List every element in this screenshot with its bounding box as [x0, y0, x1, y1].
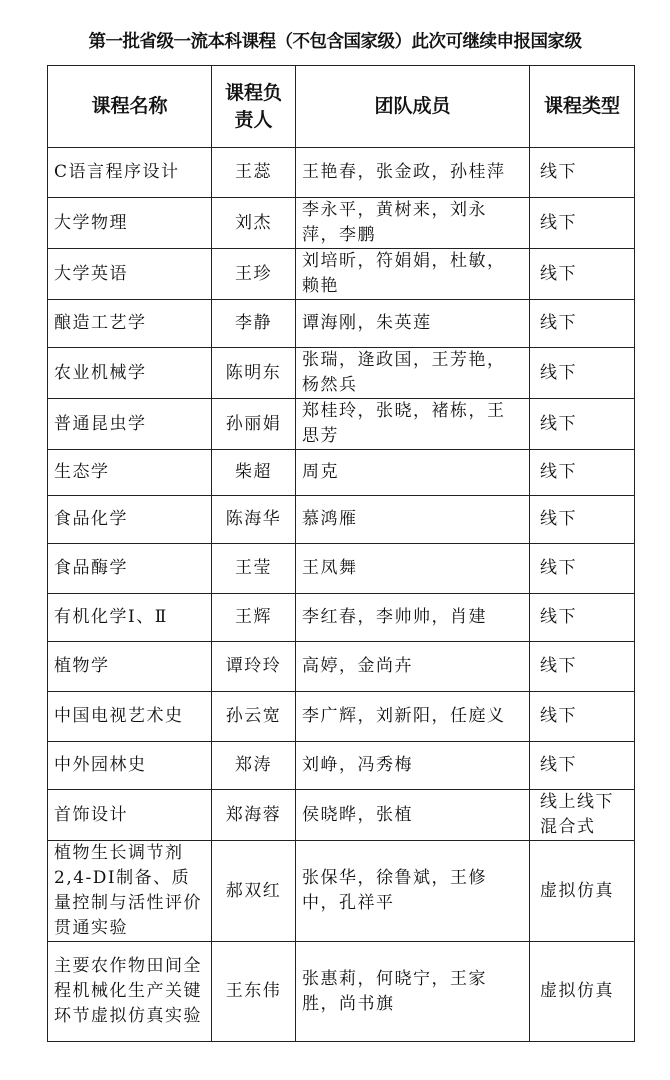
type-cell: 线下 — [530, 450, 635, 496]
leader-cell: 郑海蓉 — [212, 790, 296, 841]
members-cell: 慕鸿雁 — [296, 496, 530, 544]
table-row — [48, 450, 635, 496]
members-cell: 王艳春，张金政，孙桂萍 — [296, 148, 530, 198]
leader-cell: 王蕊 — [212, 148, 296, 198]
type-cell: 线下 — [530, 198, 635, 249]
members-cell: 李广辉，刘新阳，任庭义 — [296, 692, 530, 742]
table-row — [48, 399, 635, 450]
leader-cell: 王辉 — [212, 594, 296, 642]
members-cell: 李红春，李帅帅，肖建 — [296, 594, 530, 642]
table-row — [48, 496, 635, 544]
course-name-cell: 有机化学Ⅰ、Ⅱ — [48, 594, 212, 642]
course-name-cell: 植物生长调节剂2,4-DI制备、质量控制与活性评价贯通实验 — [48, 841, 212, 942]
course-name-cell: 酿造工艺学 — [48, 300, 212, 348]
course-name-cell: 主要农作物田间全程机械化生产关键环节虚拟仿真实验 — [48, 942, 212, 1042]
type-cell: 线下 — [530, 148, 635, 198]
table-row — [48, 841, 635, 942]
members-cell: 张瑞，逄政国，王芳艳，杨然兵 — [296, 348, 530, 399]
type-cell: 线下 — [530, 496, 635, 544]
type-cell: 线下 — [530, 544, 635, 594]
type-cell: 线下 — [530, 742, 635, 790]
course-name-cell: 大学英语 — [48, 249, 212, 300]
course-table — [47, 65, 635, 1042]
header-type: 课程类型 — [530, 66, 635, 148]
leader-cell: 郝双红 — [212, 841, 296, 942]
leader-cell: 陈海华 — [212, 496, 296, 544]
members-cell: 李永平，黄树来，刘永萍，李鹏 — [296, 198, 530, 249]
type-cell: 线下 — [530, 348, 635, 399]
table-header-row — [48, 66, 635, 148]
members-cell: 郑桂玲，张晓，褚栋，王思芳 — [296, 399, 530, 450]
table-row — [48, 348, 635, 399]
course-name-cell: C语言程序设计 — [48, 148, 212, 198]
table-row — [48, 249, 635, 300]
course-name-cell: 植物学 — [48, 642, 212, 692]
members-cell: 张保华，徐鲁斌，王修中，孔祥平 — [296, 841, 530, 942]
course-name-cell: 中国电视艺术史 — [48, 692, 212, 742]
course-name-cell: 普通昆虫学 — [48, 399, 212, 450]
leader-cell: 谭玲玲 — [212, 642, 296, 692]
leader-cell: 孙云宽 — [212, 692, 296, 742]
type-cell: 线下 — [530, 642, 635, 692]
leader-cell: 王东伟 — [212, 942, 296, 1042]
leader-cell: 陈明东 — [212, 348, 296, 399]
leader-cell: 郑涛 — [212, 742, 296, 790]
table-row — [48, 742, 635, 790]
table-row — [48, 594, 635, 642]
type-cell: 线下 — [530, 399, 635, 450]
table-row — [48, 692, 635, 742]
members-cell: 谭海刚，朱英莲 — [296, 300, 530, 348]
leader-cell: 李静 — [212, 300, 296, 348]
table-row — [48, 198, 635, 249]
type-cell: 线下 — [530, 249, 635, 300]
members-cell: 刘培昕，符娟娟，杜敏，赖艳 — [296, 249, 530, 300]
table-row — [48, 544, 635, 594]
header-members: 团队成员 — [296, 66, 530, 148]
course-name-cell: 首饰设计 — [48, 790, 212, 841]
header-course-name: 课程名称 — [48, 66, 212, 148]
header-leader: 课程负责人 — [212, 66, 296, 148]
type-cell: 虚拟仿真 — [530, 942, 635, 1042]
leader-cell: 柴超 — [212, 450, 296, 496]
document-title: 第一批省级一流本科课程（不包含国家级）此次可继续申报国家级 — [88, 32, 582, 52]
members-cell: 王凤舞 — [296, 544, 530, 594]
course-name-cell: 食品化学 — [48, 496, 212, 544]
type-cell: 线下 — [530, 594, 635, 642]
members-cell: 张惠莉，何晓宁，王家胜，尚书旗 — [296, 942, 530, 1042]
members-cell: 侯晓晔，张植 — [296, 790, 530, 841]
course-name-cell: 大学物理 — [48, 198, 212, 249]
type-cell: 虚拟仿真 — [530, 841, 635, 942]
type-cell: 线下 — [530, 300, 635, 348]
table-row — [48, 942, 635, 1042]
type-cell: 线下 — [530, 692, 635, 742]
leader-cell: 王珍 — [212, 249, 296, 300]
table-row — [48, 642, 635, 692]
course-name-cell: 中外园林史 — [48, 742, 212, 790]
leader-cell: 孙丽娟 — [212, 399, 296, 450]
type-cell: 线上线下混合式 — [530, 790, 635, 841]
course-name-cell: 生态学 — [48, 450, 212, 496]
members-cell: 刘峥，冯秀梅 — [296, 742, 530, 790]
leader-cell: 刘杰 — [212, 198, 296, 249]
course-name-cell: 农业机械学 — [48, 348, 212, 399]
table-row — [48, 300, 635, 348]
table-row — [48, 790, 635, 841]
members-cell: 高婷，金尚卉 — [296, 642, 530, 692]
leader-cell: 王莹 — [212, 544, 296, 594]
table-row — [48, 148, 635, 198]
course-name-cell: 食品酶学 — [48, 544, 212, 594]
members-cell: 周克 — [296, 450, 530, 496]
